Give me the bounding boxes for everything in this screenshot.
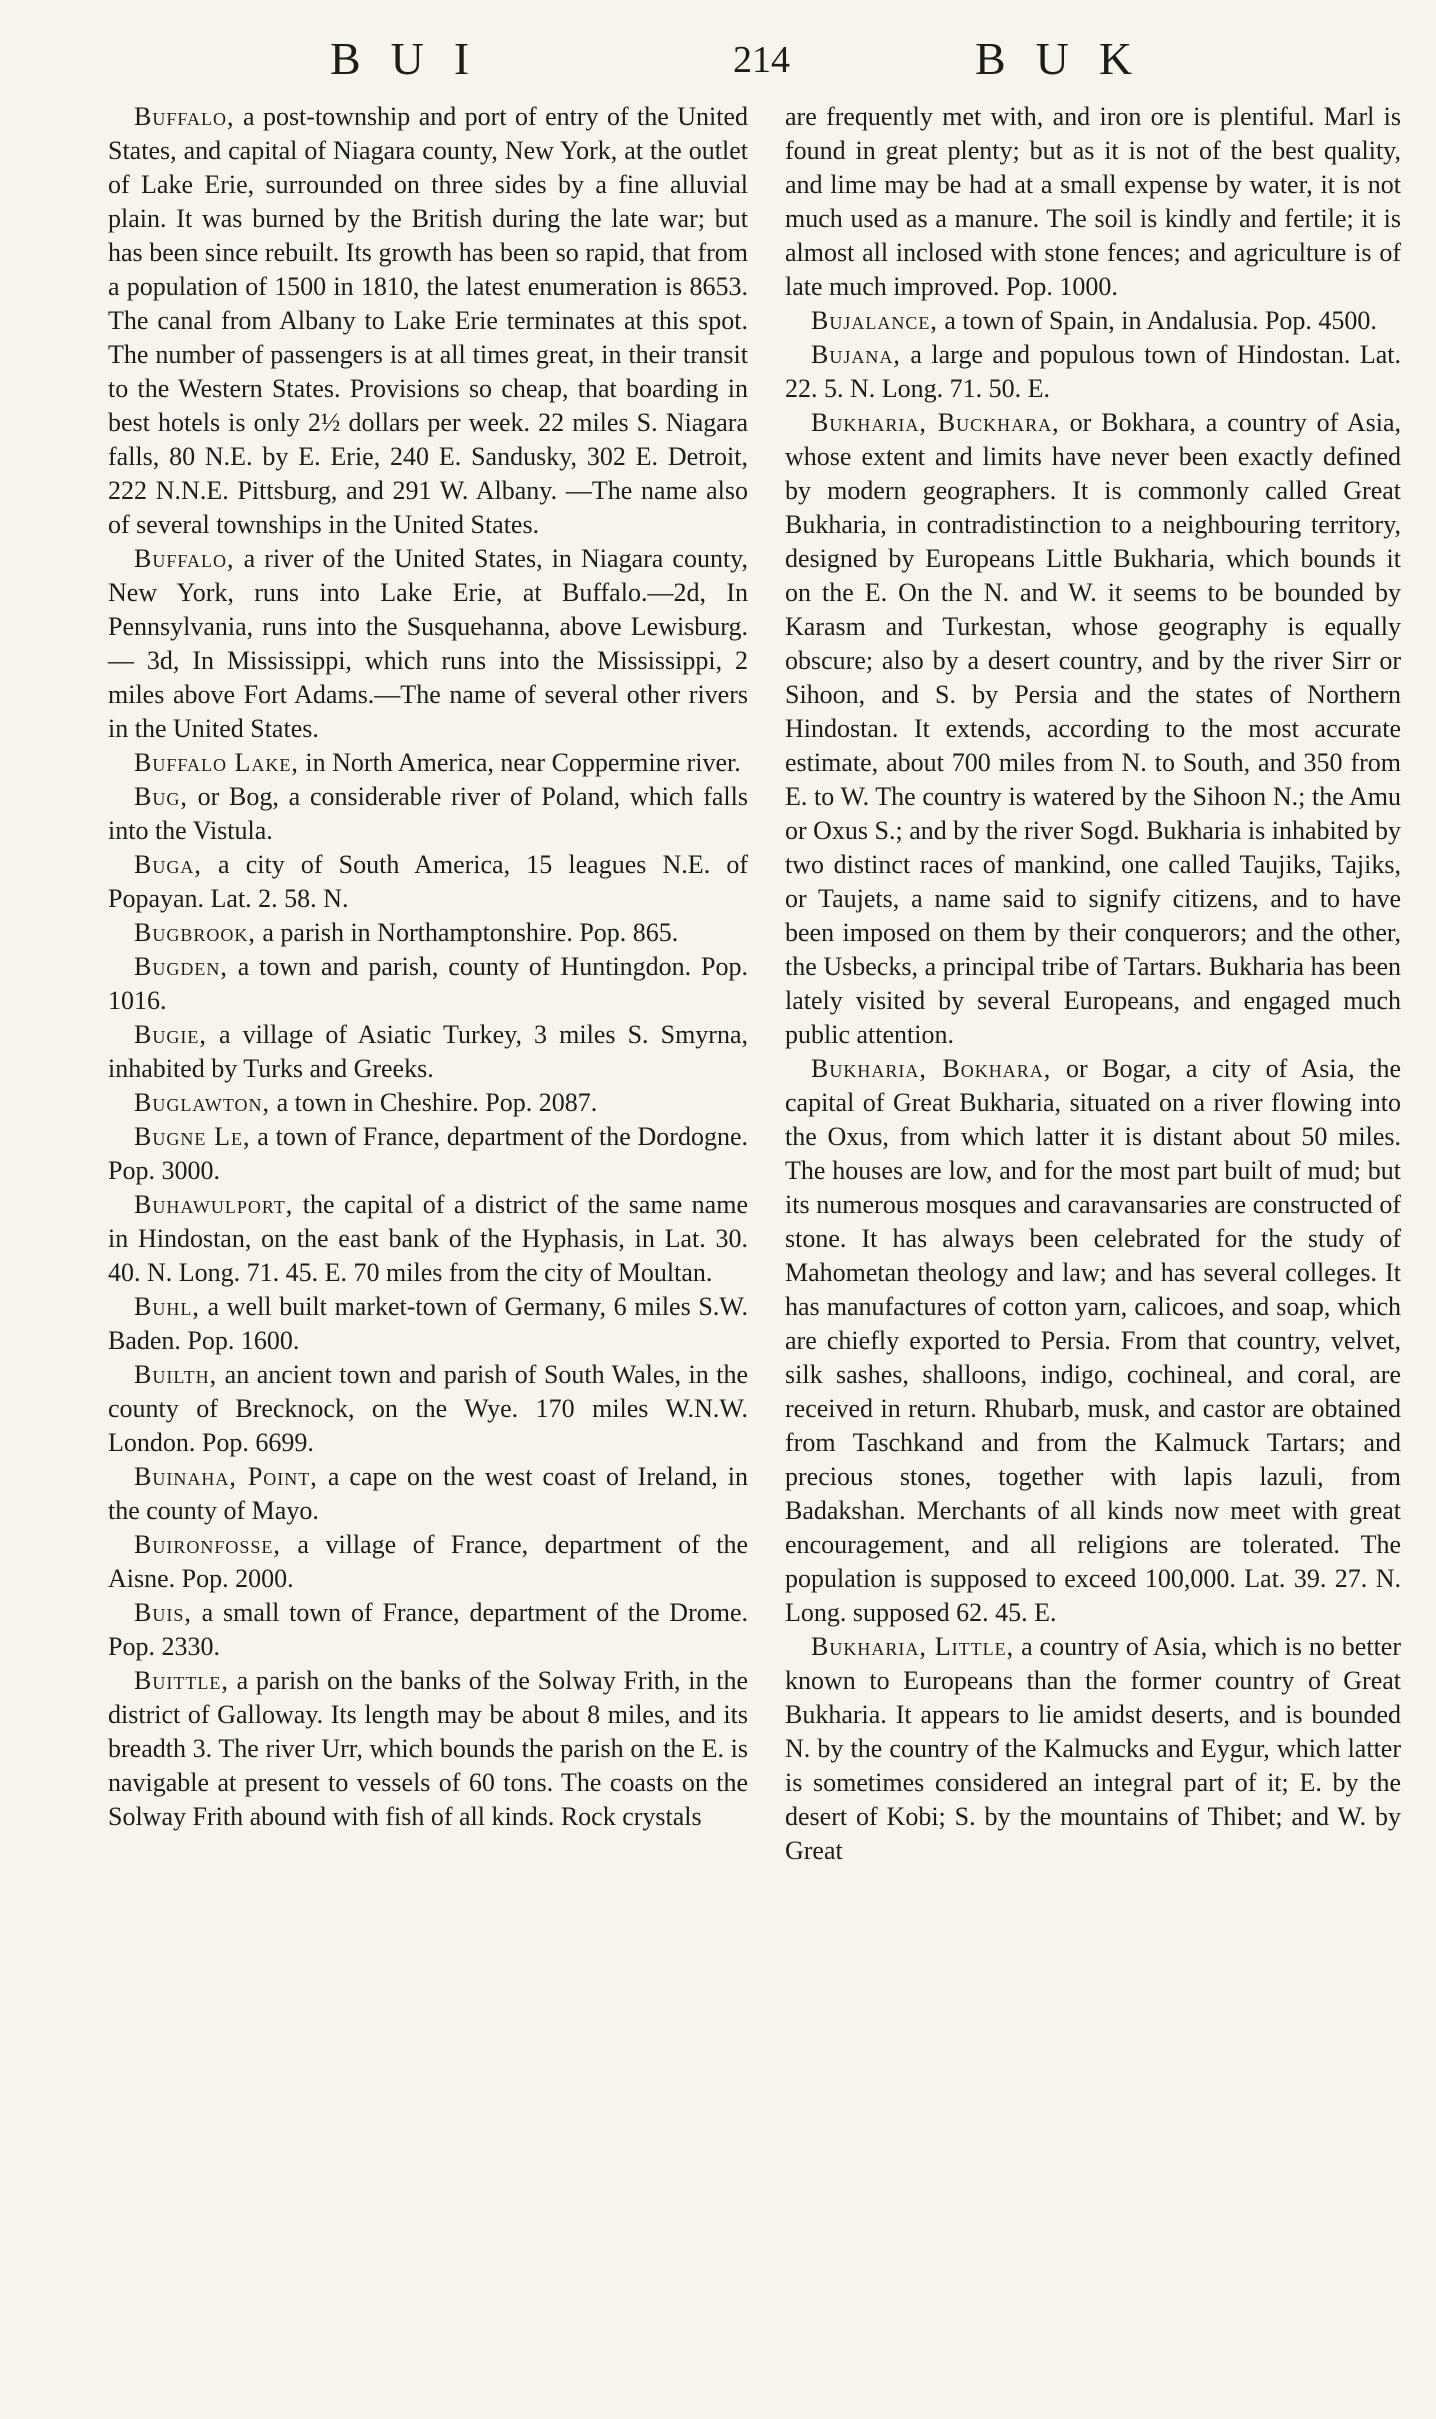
entry xyxy=(108,1188,748,1290)
entry-term: Buhawulport, xyxy=(134,1190,294,1219)
entry-term: Bukharia, Little, xyxy=(811,1632,1015,1661)
entry-term: Buis, xyxy=(134,1598,192,1627)
entry-term: Bug, xyxy=(134,782,188,811)
entry-text: a well built market-town of Germany, 6 miles S.W. Baden. Pop. 1600. xyxy=(108,1292,748,1355)
entry-text: a town of France, department of the Dordogne. Pop. 3000. xyxy=(108,1122,748,1185)
entry-text: a town in Cheshire. Pop. 2087. xyxy=(276,1088,598,1117)
entry-term: Buga, xyxy=(134,850,202,879)
entry-text: a cape on the west coast of Ireland, in the county of Mayo. xyxy=(108,1462,749,1525)
entry-term: Buittle, xyxy=(134,1666,229,1695)
entry xyxy=(108,1596,748,1664)
entry-term: Buironfosse, xyxy=(134,1530,281,1559)
entry-text: or Bogar, a city of Asia, the capital of Great Bukharia, situated on a river flowing into the Oxus, from which latter it is distant about 50 miles. The houses are low, and for the most part built of mud; but its numerous mosques and caravansaries are constructed of stone. It has always been celebrated for the study of Mahometan theology and law; and has several colleges. It has manufactures of cotton yarn, calicoes, and soap, which are chiefly exported to Persia. From that country, velvet, silk sashes, shalloons, indigo, cochineal, and coral, are received in return. Rhubarb, musk, and castor are obtained from Taschkand and from the Kalmuck Tartars; and precious stones, together with lapis lazuli, from Badakshan. Merchants of all kinds now meet with great encouragement, and all religions are tolerated. The population is supposed to exceed 100,000. Lat. 39. 27. N. Long. supposed 62. 45. E. xyxy=(785,1054,1401,1627)
entry-text: a town and parish, county of Huntingdon. Pop. 1016. xyxy=(108,952,749,1015)
entry-text: an ancient town and parish of South Wales, in the county of Brecknock, on the Wye. 170 miles W.N.W. London. Pop. 6699. xyxy=(108,1360,749,1457)
entry-term: Buffalo, xyxy=(134,544,235,573)
entry-text: a village of Asiatic Turkey, 3 miles S. Smyrna, inhabited by Turks and Greeks. xyxy=(108,1020,748,1083)
entry xyxy=(785,338,1401,406)
entry xyxy=(785,304,1401,338)
entry-text: a city of South America, 15 leagues N.E. of Popayan. Lat. 2. 58. N. xyxy=(108,850,749,913)
page-header xyxy=(0,32,1436,92)
entry-term: Buffalo Lake, xyxy=(134,748,299,777)
entry xyxy=(108,1086,748,1120)
entry xyxy=(108,780,748,848)
entry-text: in North America, near Coppermine river. xyxy=(305,748,741,777)
entry-text: a parish on the banks of the Solway Frith, in the district of Galloway. Its length may be about 8 miles, and its breadth 3. The river Urr, which bounds the parish on the E. is navigable at present to vessels of 60 tons. The coasts on the Solway Frith abound with fish of all kinds. Rock crystals xyxy=(108,1666,748,1831)
entry xyxy=(108,1358,748,1460)
entry-text: a post-township and port of entry of the United States, and capital of Niagara county, New York, at the outlet of Lake Erie, surrounded on three sides by a fine alluvial plain. It was burned by the British during the late war; but has been since rebuilt. Its growth has been so rapid, that from a population of 1500 in 1810, the latest enumeration is 8653. The canal from Albany to Lake Erie terminates at this spot. The number of passengers is at all times great, in their transit to the Western States. Provisions so cheap, that boarding in best hotels is only 2½ dollars per week. 22 miles S. Niagara falls, 80 N.E. by E. Erie, 240 E. Sandusky, 302 E. Detroit, 222 N.N.E. Pittsburg, and 291 W. Albany. —The name also of several townships in the United States. xyxy=(108,102,748,539)
entry-term: Bujana, xyxy=(811,340,901,369)
entry xyxy=(108,916,748,950)
right-column xyxy=(785,100,1401,1868)
entry-term: Bugne Le, xyxy=(134,1122,251,1151)
entry xyxy=(108,848,748,916)
entry-term: Bugbrook, xyxy=(134,918,256,947)
entry xyxy=(108,1528,748,1596)
entry xyxy=(108,1664,748,1834)
entry-text: a town of Spain, in Andalusia. Pop. 4500. xyxy=(944,306,1377,335)
entry-term: Buffalo, xyxy=(134,102,235,131)
entry-term: Bugden, xyxy=(134,952,228,981)
entry xyxy=(108,950,748,1018)
entry xyxy=(108,746,748,780)
entry-term: Buinaha, Point, xyxy=(134,1462,318,1491)
entry-text: or Bog, a considerable river of Poland, which falls into the Vistula. xyxy=(108,782,748,845)
entry xyxy=(108,1290,748,1358)
entry xyxy=(108,100,748,542)
entry-text: a small town of France, department of the Drome. Pop. 2330. xyxy=(108,1598,748,1661)
entry-continuation xyxy=(785,100,1401,304)
left-column xyxy=(108,100,748,1834)
entry-term: Bugie, xyxy=(134,1020,207,1049)
entry-term: Builth, xyxy=(134,1360,218,1389)
entry xyxy=(108,1018,748,1086)
entry-text: the capital of a district of the same name in Hindostan, on the east bank of the Hyphasis, in Lat. 30. 40. N. Long. 71. 45. E. 70 miles from the city of Moultan. xyxy=(108,1190,748,1287)
entry-term: Bukharia, Bokhara, xyxy=(811,1054,1052,1083)
entry xyxy=(785,1630,1401,1868)
entry-term: Buhl, xyxy=(134,1292,200,1321)
entry-text: a large and populous town of Hindostan. Lat. 22. 5. N. Long. 71. 50. E. xyxy=(785,340,1401,403)
entry-text: a river of the United States, in Niagara county, New York, runs into Lake Erie, at Buffalo.—2d, In Pennsylvania, runs into the Susquehanna, above Lewisburg.— 3d, In Mississippi, which runs into the Mississippi, 2 miles above Fort Adams.—The name of several other rivers in the United States. xyxy=(108,544,748,743)
header-left-guide-word: BUI xyxy=(330,33,500,84)
entry xyxy=(785,1052,1401,1630)
entry xyxy=(785,406,1401,1052)
entry-term: Bukharia, Buckhara, xyxy=(811,408,1060,437)
entry xyxy=(108,542,748,746)
entry-term: Bujalance, xyxy=(811,306,938,335)
page-number: 214 xyxy=(733,39,790,81)
entry xyxy=(108,1460,748,1528)
entry-text: or Bokhara, a country of Asia, whose extent and limits have never been exactly defined by modern geographers. It is commonly called Great Bukharia, in contradistinction to a neighbouring territory, designed by Europeans Little Bukharia, which bounds it on the E. On the N. and W. it seems to be bounded by Karasm and Turkestan, whose geography is equally obscure; also by a desert country, and by the river Sirr or Sihoon, and S. by Persia and the states of Northern Hindostan. It extends, according to the most accurate estimate, about 700 miles from N. to South, and 350 from E. to W. The country is watered by the Sihoon N.; the Amu or Oxus S.; and by the river Sogd. Bukharia is inhabited by two distinct races of mankind, one called Taujiks, Tajiks, or Taujets, a name said to signify citizens, and to have been imposed on them by their conquerors; and the other, the Usbecks, a principal tribe of Tartars. Bukharia has been lately visited by several Europeans, and engaged much public attention. xyxy=(785,408,1402,1049)
entry-text: a country of Asia, which is no better known to Europeans than the former country of Great Bukharia. It appears to lie amidst deserts, and is bounded N. by the country of the Kalmucks and Eygur, which latter is sometimes considered an integral part of it; E. by the desert of Kobi; S. by the mountains of Thibet; and W. by Great xyxy=(785,1632,1401,1865)
entry-text: are frequently met with, and iron ore is plentiful. Marl is found in great plenty; but as it is not of the best quality, and lime may be had at a small expense by water, it is not much used as a manure. The soil is kindly and fertile; it is almost all inclosed with stone fences; and agriculture is of late much improved. Pop. 1000. xyxy=(785,102,1401,301)
entry-text: a parish in Northamptonshire. Pop. 865. xyxy=(262,918,679,947)
entry xyxy=(108,1120,748,1188)
header-right-guide-word: BUK xyxy=(975,33,1163,84)
entry-text: a village of France, department of the Aisne. Pop. 2000. xyxy=(108,1530,749,1593)
entry-term: Buglawton, xyxy=(134,1088,271,1117)
